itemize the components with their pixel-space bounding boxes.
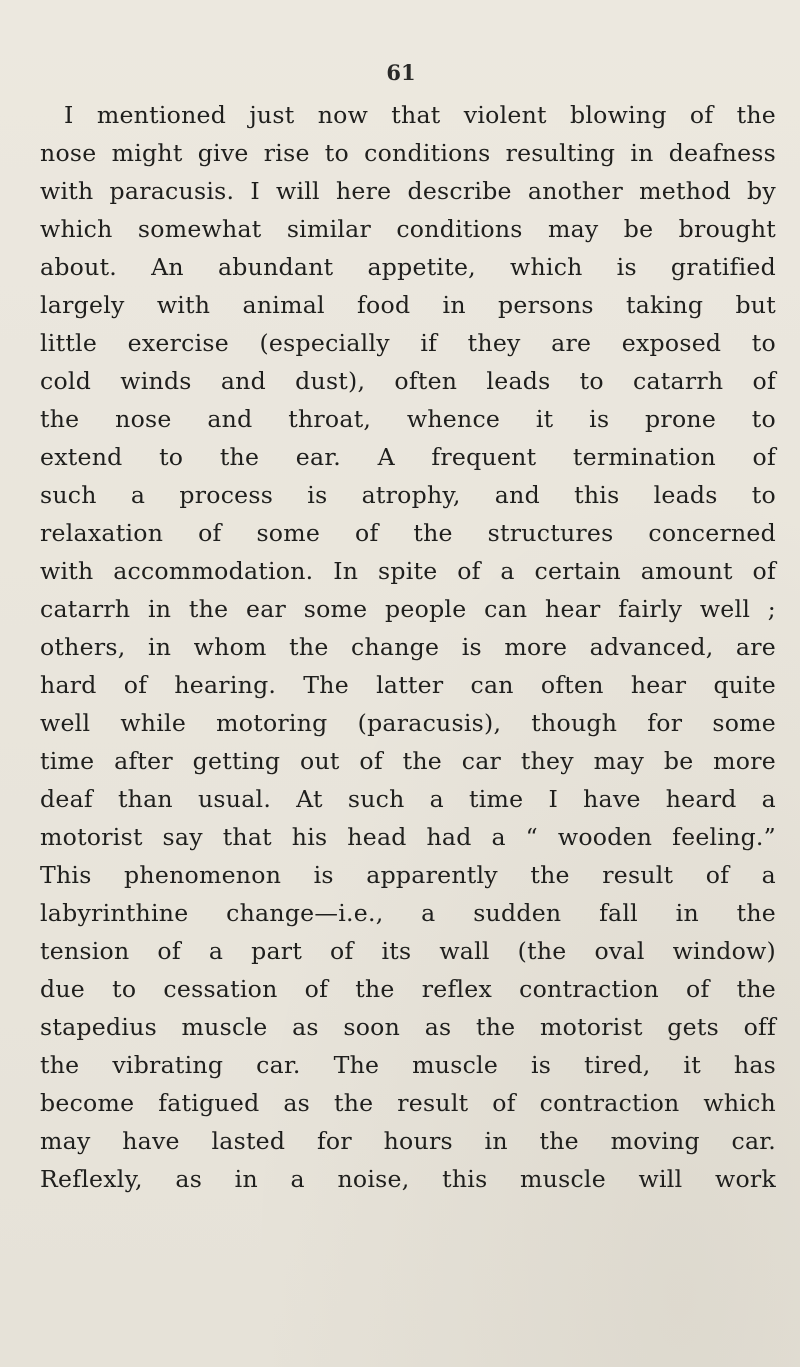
text-line-6: largely with animal food in persons taking but: [40, 291, 776, 319]
text-line-27: become fatigued as the result of contraction which: [40, 1089, 776, 1117]
text-line-8: cold winds and dust), often leads to catarrh of: [40, 367, 776, 395]
text-line-22: labyrinthine change—i.e., a sudden fall in the: [40, 899, 776, 927]
body-text: [40, 96, 776, 1198]
text-line-16: hard of hearing. The latter can often hear quite: [40, 671, 776, 699]
page-number: 61: [386, 60, 416, 85]
text-line-9: the nose and throat, whence it is prone to: [40, 405, 776, 433]
text-line-28: may have lasted for hours in the moving car.: [40, 1127, 776, 1155]
text-line-2: nose might give rise to conditions resulting in deafness: [40, 139, 776, 167]
text-line-24: due to cessation of the reflex contraction of the: [40, 975, 776, 1003]
text-line-25: stapedius muscle as soon as the motorist gets off: [40, 1013, 776, 1041]
text-line-15: others, in whom the change is more advanced, are: [40, 633, 776, 661]
text-line-4: which somewhat similar conditions may be brought: [40, 215, 776, 243]
text-line-12: relaxation of some of the structures concerned: [40, 519, 776, 547]
text-line-13: with accommodation. In spite of a certain amount of: [40, 557, 776, 585]
text-line-23: tension of a part of its wall (the oval window): [40, 937, 776, 965]
text-line-19: deaf than usual. At such a time I have heard a: [40, 785, 776, 813]
text-line-14: catarrh in the ear some people can hear fairly well ;: [40, 595, 776, 623]
text-line-7: little exercise (especially if they are exposed to: [40, 329, 776, 357]
text-line-1: I mentioned just now that violent blowing of the: [64, 101, 776, 129]
text-line-21: This phenomenon is apparently the result of a: [40, 861, 776, 889]
text-line-3: with paracusis. I will here describe another method by: [40, 177, 776, 205]
text-line-17: well while motoring (paracusis), though for some: [40, 709, 776, 737]
text-line-11: such a process is atrophy, and this leads to: [40, 481, 776, 509]
text-line-29: Reflexly, as in a noise, this muscle will work: [40, 1165, 776, 1193]
text-line-10: extend to the ear. A frequent termination of: [40, 443, 776, 471]
text-line-5: about. An abundant appetite, which is gratified: [40, 253, 776, 281]
text-line-26: the vibrating car. The muscle is tired, it has: [40, 1051, 776, 1079]
text-line-20: motorist say that his head had a “ wooden feeling.”: [40, 823, 776, 851]
text-line-18: time after getting out of the car they may be more: [40, 747, 776, 775]
